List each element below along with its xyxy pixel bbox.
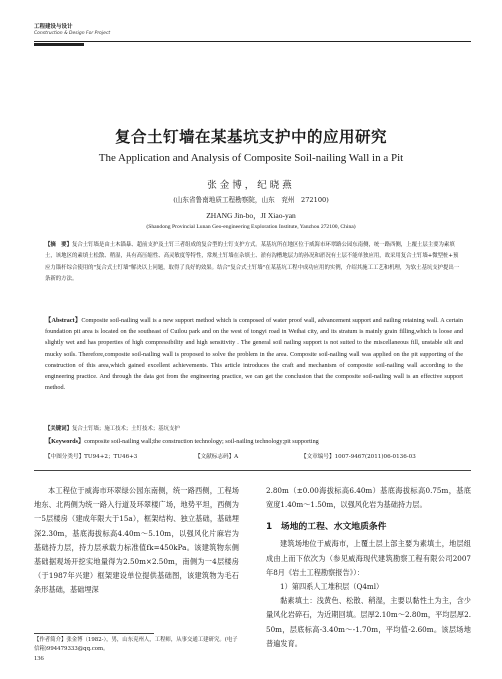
keywords-cn [45, 424, 463, 434]
authors-cn: 张金博，纪晓燕 [207, 180, 295, 191]
abstract-en-label: 【Abstract】 [45, 317, 82, 324]
article-number: 【文章编号】1007-9467(2011)06-0136-03 [301, 454, 416, 460]
journal-header [34, 24, 110, 37]
abstract-en [45, 315, 463, 393]
body-left-column: 本工程位于威海市环翠绿公园东南侧，统一路西侧，工程场地东、北两侧为统一路入行道及环翠楼广场，地势平坦，西侧为一5层楼房（建成年限大于15a），框架结构、独立基础，基础埋深2.30m，基底海拔标高4.40m～5.10m，以强风化片麻岩为基础持力层，持力层承载力标准值fk=450kPa。该建筑物东侧基础据观场开挖实地量得为2.50m×2.50m，南侧为一4层楼房（于1987年兴建）框架建设单位提供基础图，该建筑物为毛石条形基础，基础埋深 [34, 486, 239, 595]
section-heading-1: 1 场地的工程、水文地质条件 [266, 522, 387, 533]
author-footnote: 【作者简介】张金博（1982-），男，山东兖州人，工程师，从事交通工建研究。(电子信箱)994479333@qq.com。 [34, 637, 238, 652]
abstract-cn-label: 【摘 要】 [45, 242, 72, 248]
abstract-cn-text: 复合土钉墙是由土木锚暴、超前支护及土钉三者组成的复合型的土钉支护方式。某基坑所在地区位于威海市环翠路公园东南侧，统一路西侧，上覆土层主要为素填土，该地区的素填土松散、稍湿，具有高压缩性、高灵敏度等特性，常规土钉墙在杂填土、淤有沟槽地层力的孙况和淤况有土层不能单独应用，故采用复合土钉墙+微型桩+预应力锚杆综合使用的"复合式土钉墙"解决以上问题，取得了良好的效果。结合"复合式土钉墙"在某基坑工程中成功应用的实例，介绍其施工工艺和机理，为软土基坑支护提出一条新的方法。 [45, 242, 460, 282]
clc-number: 【中图分类号】TU94+2；TU46+3 [45, 454, 138, 460]
journal-name-cn: 工程建设与设计 [34, 24, 73, 30]
right-intro: 2.80m（±0.00海拔标高6.40m）基底海拔标高0.75m，基底宽度1.40m～1.50m，以强风化岩为基础持力层。 [266, 486, 471, 510]
right-para-1: 建筑场地位于威海市，上覆土层上部主要为素填土，地层组成由上而下依次为（参见威海现代建筑勘察工程有限公司2007年8月《岩土工程勘察报告》）： [266, 539, 471, 577]
paper-title-cn: 复合土钉墙在某基坑支护中的应用研究 [114, 127, 387, 146]
keywords-cn-label: 【关键词】 [45, 426, 72, 432]
right-para-3: 黏素填土：浅黄色、松散、稍湿，主要以黏性土为主，含少量风化岩碎石，为近期回填。层厚2.10m～2.80m，平均层厚2.50m，层底标高-3.40m～-1.70m，平均值-2.60m。该层场地普遍发育。 [266, 596, 471, 648]
section-divider [34, 470, 471, 471]
header-rule [34, 41, 471, 42]
right-para-2: 1）第四系人工堆积层（Q4ml） [280, 582, 384, 592]
authors-en: ZHANG Jin-bo，JI Xiao-yan [206, 211, 296, 220]
affiliation-cn: (山东省鲁南地质工程勘察院，山东 兖州 272100) [173, 196, 329, 204]
keywords-en-text: composite soil-nailing wall;the construction technology; soil-nailing technology;pit supporting [84, 438, 319, 445]
keywords-en [45, 437, 463, 447]
keywords-en-label: 【Keywords】 [45, 438, 85, 445]
journal-name-en: Construction & Design For Project [34, 31, 111, 36]
keywords-cn-text: 复合土钉墙；施工技术；土钉技术；基坑支护 [71, 426, 180, 432]
abstract-en-text: Composite soil-nailing wall is a new support method which is composed of water proof wall, advancement support and nailing retaining wall. A certain foundation pit area is located on the southeast of Cuilou park and on the west of tongyi road in Weihai city, and its stratum is mainly grain filling,which is loose and slightly wet and has properties of high compressibility and high sensitivity . The general soil nailing support is not suited to the miscellaneous fill, unstable silt and mucky soils. Therefore,composite soil-nailing wall is proposed to solve the problem in the area. Composite soil-nailing wall was applied on the pit supporting of the construction of this area,which gained excellent achievements. This article introduces the craft and mechanism of composite soil-nailing wall according to the engineering practice. And through the data got from the engineering practice, we can get the conclusion that the composite soil-nailing wall is an effective support method. [45, 317, 463, 392]
header-rule-accent [34, 43, 84, 46]
document-code: 【文献标志码】A [195, 454, 239, 460]
abstract-cn [45, 240, 463, 285]
page-number: 136 [34, 655, 44, 662]
body-right-column [266, 484, 471, 651]
affiliation-en: (Shandong Provincial Lunan Geo-engineering Exploration Institute, Yanzhou 272100, China) [146, 224, 356, 230]
paper-title-en: The Application and Analysis of Composite Soil-nailing Wall in a Pit [98, 152, 404, 164]
footnote-rule [34, 633, 154, 634]
